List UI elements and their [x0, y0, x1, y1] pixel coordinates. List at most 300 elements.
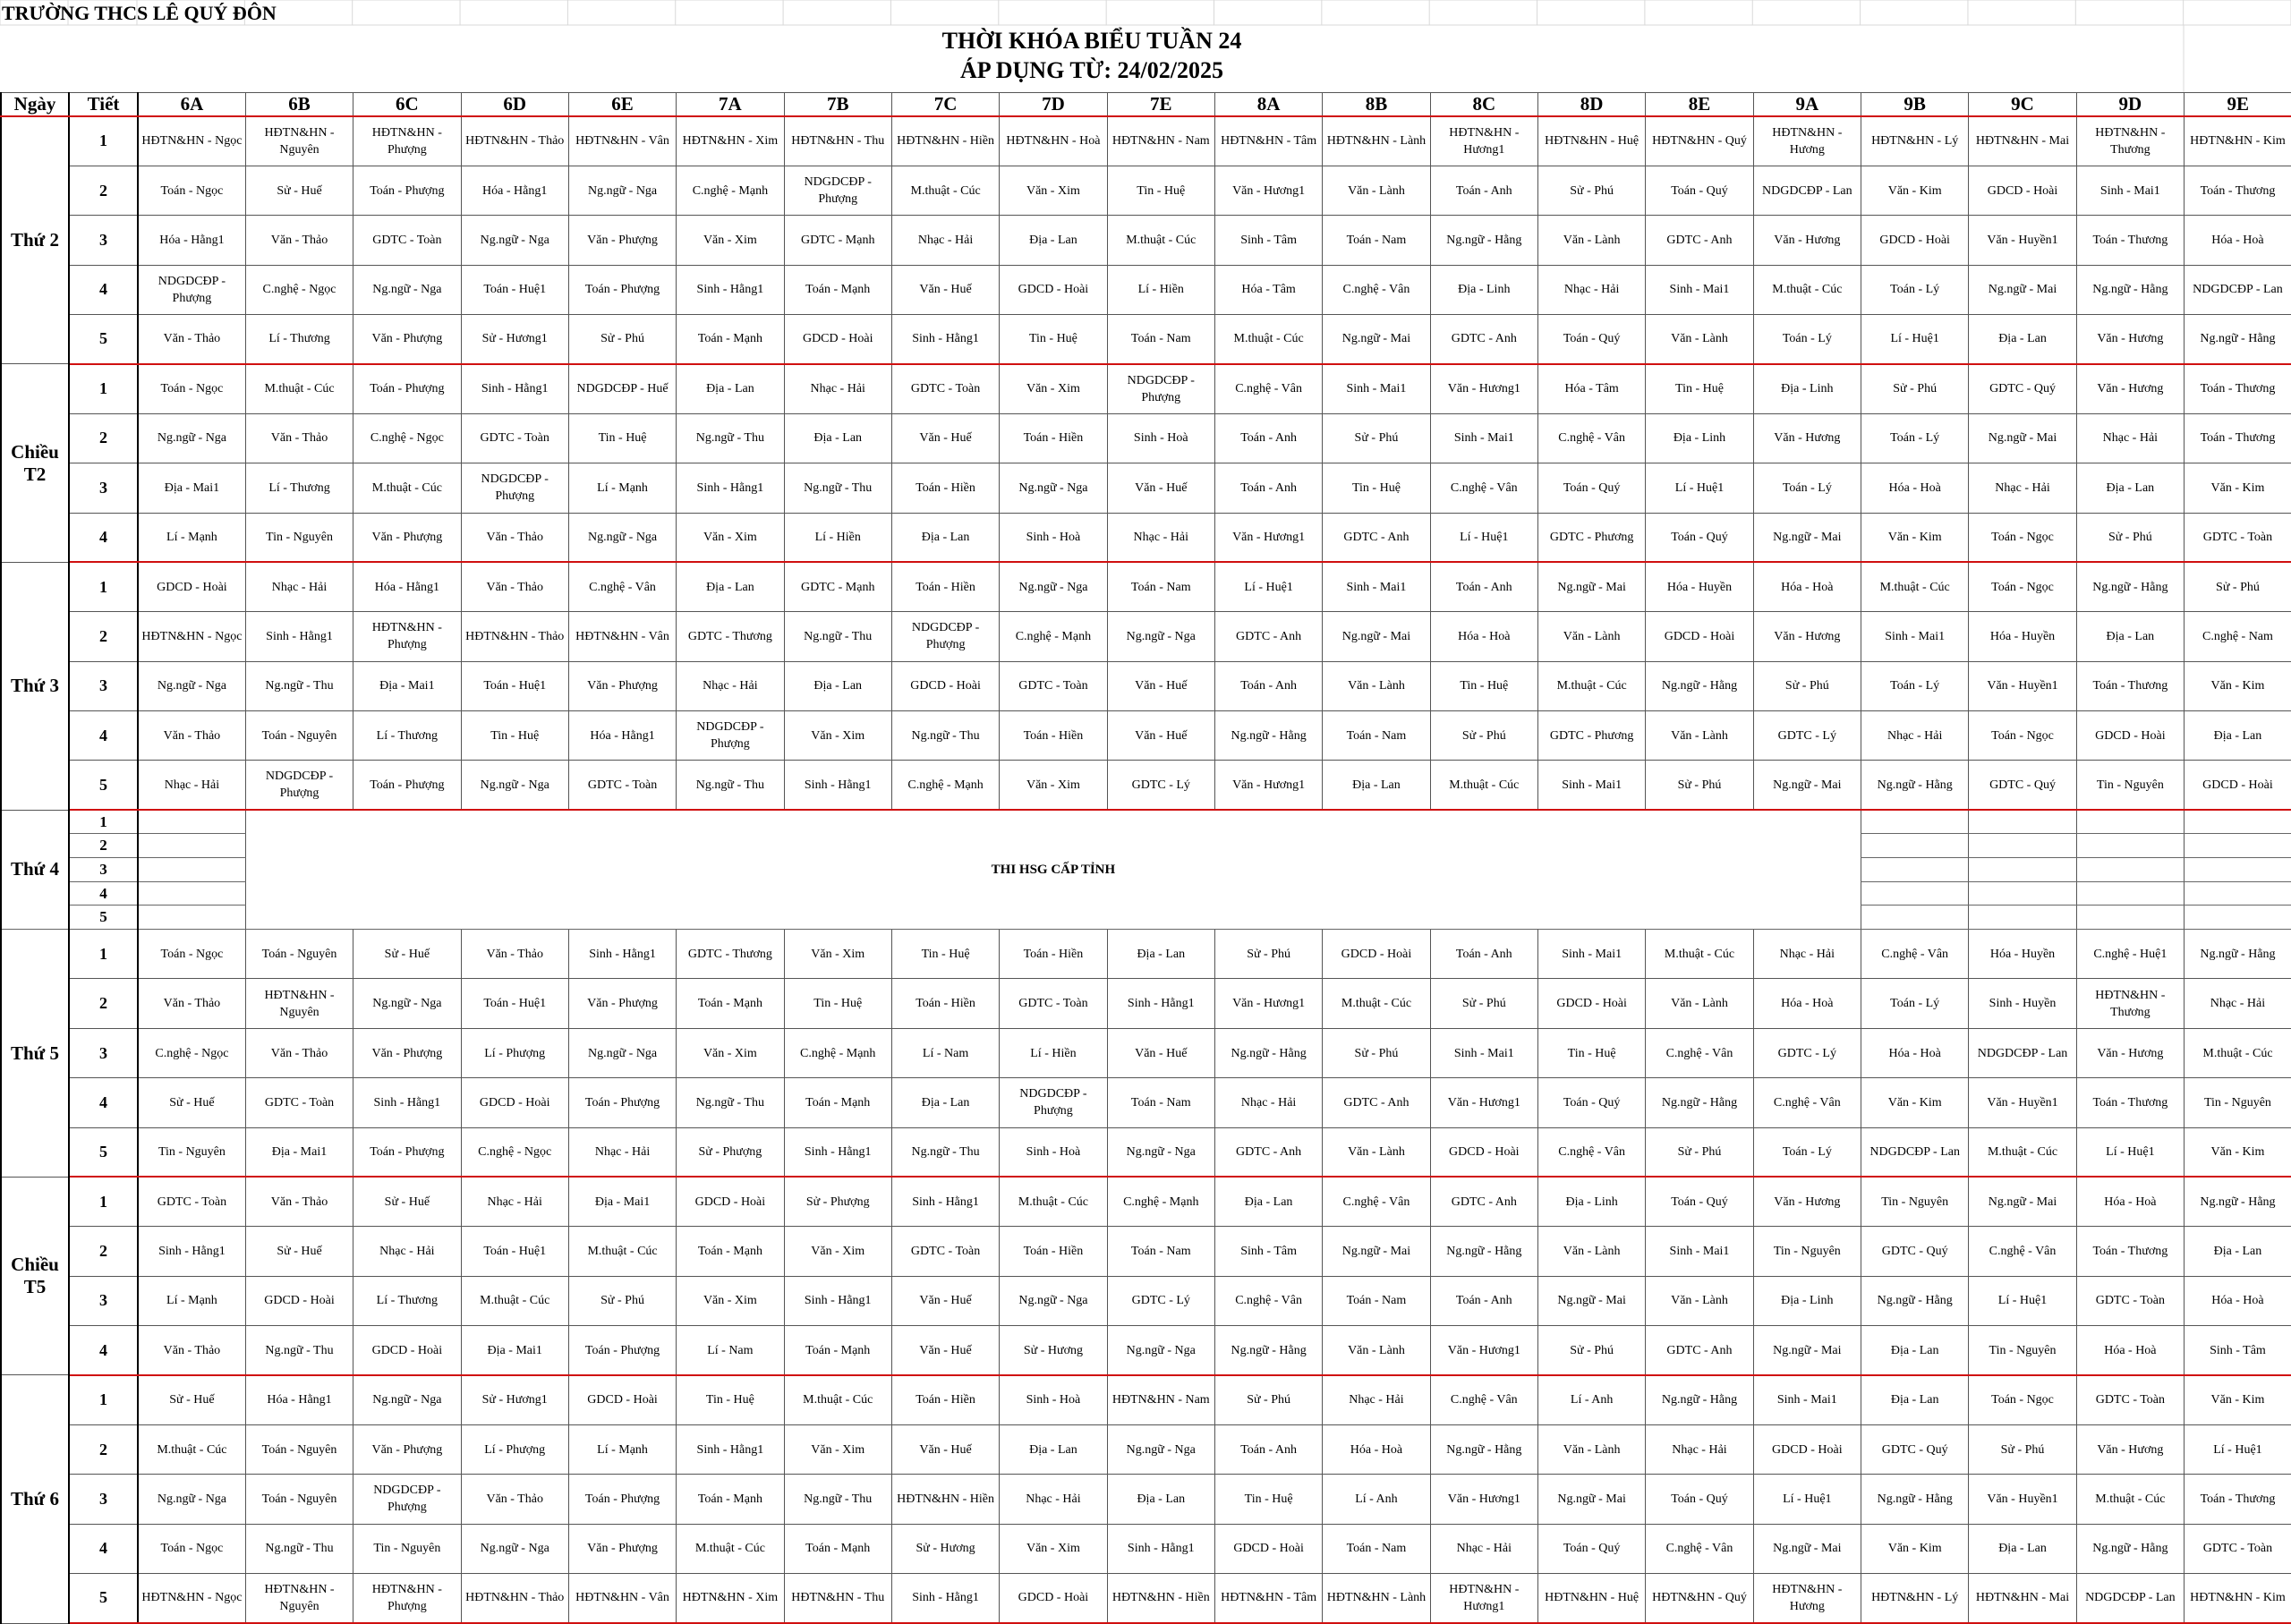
lesson-cell: Văn - Thảo	[461, 513, 568, 562]
lesson-cell: Văn - Xim	[1000, 166, 1107, 215]
lesson-cell: Văn - Huyền1	[1969, 1078, 2076, 1127]
lesson-cell: Lí - Hiền	[1000, 1028, 1107, 1077]
lesson-cell: Toán - Phượng	[568, 1078, 676, 1127]
lesson-cell: Sinh - Mai1	[1537, 930, 1645, 979]
period-number: 2	[69, 612, 138, 661]
lesson-cell: Nhạc - Hải	[677, 661, 784, 710]
period-number: 4	[69, 881, 138, 906]
period-number: 2	[69, 1424, 138, 1474]
empty-cell	[2185, 858, 2291, 882]
lesson-cell: Địa - Mai1	[245, 1127, 353, 1177]
day-label: Thứ 3	[1, 562, 69, 810]
lesson-cell: Nhạc - Hải	[1753, 930, 1861, 979]
day-label: Thứ 5	[1, 930, 69, 1178]
lesson-cell: C.nghệ - Ngọc	[461, 1127, 568, 1177]
lesson-cell: Lí - Huệ1	[1969, 1276, 2076, 1325]
lesson-cell: Hóa - Hoà	[2076, 1326, 2184, 1375]
lesson-cell: Toán - Phượng	[353, 761, 461, 810]
lesson-cell: Văn - Phượng	[568, 979, 676, 1028]
lesson-cell: GDTC - Lý	[1753, 711, 1861, 761]
lesson-cell: Toán - Thương	[2076, 1078, 2184, 1127]
lesson-cell: Lí - Anh	[1537, 1375, 1645, 1424]
lesson-cell: Sinh - Mai1	[1753, 1375, 1861, 1424]
lesson-cell: Địa - Mai1	[461, 1326, 568, 1375]
empty-cell	[1861, 881, 1969, 906]
lesson-cell: Sinh - Mai1	[1646, 1227, 1753, 1276]
lesson-cell: C.nghệ - Vân	[1323, 1177, 1430, 1226]
table-row	[1, 979, 2291, 1028]
lesson-cell: C.nghệ - Mạnh	[1000, 612, 1107, 661]
lesson-cell: GDTC - Toàn	[2076, 1375, 2184, 1424]
lesson-cell: Lí - Huệ1	[2076, 1127, 2184, 1177]
header-class: 6B	[245, 93, 353, 117]
lesson-cell: Địa - Linh	[1430, 265, 1537, 314]
lesson-cell: Văn - Lành	[1323, 1326, 1430, 1375]
period-number: 4	[69, 1326, 138, 1375]
lesson-cell: Toán - Quý	[1646, 1177, 1753, 1226]
lesson-cell: Lí - Anh	[1323, 1475, 1430, 1524]
lesson-cell: Ng.ngữ - Mai	[1753, 761, 1861, 810]
lesson-cell: Tin - Huệ	[461, 711, 568, 761]
lesson-cell: Sinh - Hằng1	[245, 612, 353, 661]
lesson-cell: Văn - Lành	[1323, 1127, 1430, 1177]
lesson-cell: C.nghệ - Vân	[568, 562, 676, 611]
lesson-cell: Văn - Lành	[1537, 1227, 1645, 1276]
table-row	[1, 463, 2291, 513]
period-number: 2	[69, 979, 138, 1028]
lesson-cell: GDTC - Anh	[1430, 1177, 1537, 1226]
table-row	[1, 364, 2291, 413]
lesson-cell: Toán - Nam	[1107, 1078, 1214, 1127]
lesson-cell: GDCD - Hoài	[461, 1078, 568, 1127]
lesson-cell: HĐTN&HN - Ngọc	[138, 612, 245, 661]
exam-notice: THI HSG CẤP TỈNH	[245, 810, 1861, 929]
empty-cell	[138, 906, 245, 930]
lesson-cell: Ng.ngữ - Thu	[677, 761, 784, 810]
lesson-cell: HĐTN&HN - Nam	[1107, 116, 1214, 166]
lesson-cell: Văn - Phượng	[568, 216, 676, 265]
lesson-cell: Văn - Thảo	[138, 315, 245, 364]
period-number: 1	[69, 810, 138, 834]
lesson-cell: NDGDCĐP - Huế	[568, 364, 676, 413]
period-number: 2	[69, 1227, 138, 1276]
lesson-cell: Văn - Thảo	[245, 1028, 353, 1077]
lesson-cell: HĐTN&HN - Lành	[1323, 116, 1430, 166]
lesson-cell: Văn - Hương	[1753, 1177, 1861, 1226]
lesson-cell: M.thuật - Cúc	[784, 1375, 891, 1424]
lesson-cell: Địa - Mai1	[138, 463, 245, 513]
timetable	[0, 92, 2291, 1624]
lesson-cell: Tin - Huệ	[1107, 166, 1214, 215]
lesson-cell: Hóa - Tâm	[1537, 364, 1645, 413]
header-class: 8E	[1646, 93, 1753, 117]
lesson-cell: Sinh - Hoà	[1000, 513, 1107, 562]
empty-cell	[1969, 906, 2076, 930]
lesson-cell: M.thuật - Cúc	[2076, 1475, 2184, 1524]
period-number: 5	[69, 315, 138, 364]
lesson-cell: Văn - Xim	[784, 1227, 891, 1276]
lesson-cell: Nhạc - Hải	[2076, 413, 2184, 463]
lesson-cell: Sử - Hương	[891, 1524, 999, 1573]
lesson-cell: GDCD - Hoài	[353, 1326, 461, 1375]
lesson-cell: Địa - Lan	[891, 513, 999, 562]
lesson-cell: Sử - Phú	[1214, 930, 1322, 979]
lesson-cell: Tin - Nguyên	[1753, 1227, 1861, 1276]
table-row	[1, 1475, 2291, 1524]
lesson-cell: GDCD - Hoài	[1000, 1573, 1107, 1623]
table-row	[1, 1227, 2291, 1276]
header-class: 6D	[461, 93, 568, 117]
empty-cell	[138, 810, 245, 834]
table-row	[1, 1524, 2291, 1573]
lesson-cell: Văn - Huế	[1107, 1028, 1214, 1077]
lesson-cell: Ng.ngữ - Hằng	[1861, 1475, 1969, 1524]
table-row	[1, 513, 2291, 562]
day-label: Thứ 6	[1, 1375, 69, 1623]
table-row	[1, 1028, 2291, 1077]
lesson-cell: Toán - Anh	[1430, 1276, 1537, 1325]
lesson-cell: GDTC - Anh	[1646, 216, 1753, 265]
lesson-cell: Nhạc - Hải	[1969, 463, 2076, 513]
empty-cell	[1969, 881, 2076, 906]
lesson-cell: Toán - Nam	[1323, 216, 1430, 265]
lesson-cell: Sinh - Hoà	[1000, 1375, 1107, 1424]
period-number: 2	[69, 166, 138, 215]
lesson-cell: Ng.ngữ - Nga	[138, 661, 245, 710]
lesson-cell: Địa - Linh	[1753, 1276, 1861, 1325]
lesson-cell: Địa - Lan	[784, 661, 891, 710]
lesson-cell: HĐTN&HN - Hiền	[1107, 1573, 1214, 1623]
period-number: 1	[69, 364, 138, 413]
table-row	[1, 562, 2291, 611]
lesson-cell: Ng.ngữ - Hằng	[1214, 1028, 1322, 1077]
lesson-cell: Sử - Phú	[1214, 1375, 1322, 1424]
lesson-cell: Toán - Nam	[1323, 1524, 1430, 1573]
lesson-cell: GDTC - Toàn	[2185, 1524, 2291, 1573]
lesson-cell: C.nghệ - Vân	[1646, 1524, 1753, 1573]
header-class: 9B	[1861, 93, 1969, 117]
lesson-cell: Ng.ngữ - Nga	[1000, 463, 1107, 513]
lesson-cell: HĐTN&HN - Vân	[568, 612, 676, 661]
header-class: 8C	[1430, 93, 1537, 117]
table-row	[1, 116, 2291, 166]
header-class: 8B	[1323, 93, 1430, 117]
lesson-cell: Văn - Thảo	[138, 711, 245, 761]
lesson-cell: Sinh - Mai1	[2076, 166, 2184, 215]
lesson-cell: Văn - Phượng	[353, 315, 461, 364]
lesson-cell: Sinh - Mai1	[1430, 1028, 1537, 1077]
lesson-cell: Văn - Thảo	[245, 413, 353, 463]
lesson-cell: Toán - Nam	[1323, 1276, 1430, 1325]
lesson-cell: Văn - Hương1	[1214, 979, 1322, 1028]
lesson-cell: Sử - Hương1	[461, 315, 568, 364]
lesson-cell: Văn - Hương	[2076, 315, 2184, 364]
header-class: 9D	[2076, 93, 2184, 117]
empty-cell	[2185, 881, 2291, 906]
lesson-cell: M.thuật - Cúc	[1430, 761, 1537, 810]
lesson-cell: Toán - Huệ1	[461, 1227, 568, 1276]
lesson-cell: GDCD - Hoài	[1537, 979, 1645, 1028]
empty-cell	[2076, 881, 2184, 906]
lesson-cell: Sinh - Hằng1	[784, 761, 891, 810]
lesson-cell: NDGDCĐP - Lan	[1753, 166, 1861, 215]
lesson-cell: Địa - Lan	[1861, 1375, 1969, 1424]
lesson-cell: Ng.ngữ - Thu	[891, 711, 999, 761]
lesson-cell: HĐTN&HN - Phượng	[353, 612, 461, 661]
empty-cell	[2076, 834, 2184, 858]
period-number: 4	[69, 265, 138, 314]
lesson-cell: Ng.ngữ - Nga	[461, 1524, 568, 1573]
period-number: 4	[69, 513, 138, 562]
lesson-cell: Nhạc - Hải	[1000, 1475, 1107, 1524]
lesson-cell: GDTC - Lý	[1107, 1276, 1214, 1325]
lesson-cell: Văn - Xim	[677, 216, 784, 265]
lesson-cell: Nhạc - Hải	[1107, 513, 1214, 562]
lesson-cell: HĐTN&HN - Hoà	[1000, 116, 1107, 166]
lesson-cell: Toán - Mạnh	[677, 1475, 784, 1524]
lesson-cell: Văn - Hương	[2076, 1424, 2184, 1474]
lesson-cell: M.thuật - Cúc	[2185, 1028, 2291, 1077]
lesson-cell: NDGDCĐP - Lan	[2185, 265, 2291, 314]
lesson-cell: Sử - Phú	[1323, 413, 1430, 463]
period-number: 4	[69, 1078, 138, 1127]
lesson-cell: HĐTN&HN - Mai	[1969, 1573, 2076, 1623]
lesson-cell: Toán - Hiền	[1000, 1227, 1107, 1276]
lesson-cell: Sinh - Hằng1	[677, 265, 784, 314]
lesson-cell: Toán - Ngọc	[138, 364, 245, 413]
lesson-cell: Ng.ngữ - Hằng	[1646, 1078, 1753, 1127]
lesson-cell: Lí - Huệ1	[1753, 1475, 1861, 1524]
table-row	[1, 1375, 2291, 1424]
empty-cell	[1969, 858, 2076, 882]
lesson-cell: Ng.ngữ - Hằng	[2185, 315, 2291, 364]
lesson-cell: Sinh - Mai1	[1323, 562, 1430, 611]
lesson-cell: Sinh - Hằng1	[784, 1276, 891, 1325]
lesson-cell: Ng.ngữ - Nga	[353, 979, 461, 1028]
lesson-cell: Ng.ngữ - Nga	[138, 413, 245, 463]
lesson-cell: GDTC - Phương	[1537, 711, 1645, 761]
lesson-cell: Toán - Quý	[1537, 1524, 1645, 1573]
lesson-cell: HĐTN&HN - Nguyên	[245, 979, 353, 1028]
lesson-cell: Địa - Lan	[2185, 1227, 2291, 1276]
lesson-cell: Địa - Lan	[1107, 1475, 1214, 1524]
lesson-cell: Ng.ngữ - Mai	[1323, 1227, 1430, 1276]
lesson-cell: GDTC - Lý	[1753, 1028, 1861, 1077]
lesson-cell: Tin - Huệ	[568, 413, 676, 463]
lesson-cell: Sử - Hương	[1000, 1326, 1107, 1375]
lesson-cell: Toán - Quý	[1537, 463, 1645, 513]
lesson-cell: HĐTN&HN - Quý	[1646, 1573, 1753, 1623]
lesson-cell: Sinh - Hằng1	[891, 1573, 999, 1623]
lesson-cell: Nhạc - Hải	[138, 761, 245, 810]
lesson-cell: Ng.ngữ - Mai	[1323, 612, 1430, 661]
header-day: Ngày	[1, 93, 69, 117]
lesson-cell: Ng.ngữ - Nga	[568, 513, 676, 562]
table-row	[1, 1276, 2291, 1325]
lesson-cell: Sử - Phú	[1537, 166, 1645, 215]
lesson-cell: Toán - Thương	[2185, 1475, 2291, 1524]
lesson-cell: Sinh - Hằng1	[784, 1127, 891, 1177]
lesson-cell: Hóa - Huyền	[1646, 562, 1753, 611]
lesson-cell: Tin - Nguyên	[1861, 1177, 1969, 1226]
lesson-cell: HĐTN&HN - Xim	[677, 116, 784, 166]
lesson-cell: Sử - Huế	[138, 1078, 245, 1127]
lesson-cell: Văn - Kim	[2185, 1127, 2291, 1177]
lesson-cell: Văn - Lành	[1537, 1424, 1645, 1474]
lesson-cell: Văn - Hương1	[1430, 364, 1537, 413]
effective-date: ÁP DỤNG TỪ: 24/02/2025	[960, 57, 1223, 83]
lesson-cell: Toán - Mạnh	[677, 315, 784, 364]
lesson-cell: Nhạc - Hải	[1646, 1424, 1753, 1474]
lesson-cell: Ng.ngữ - Thu	[677, 413, 784, 463]
header-class: 9C	[1969, 93, 2076, 117]
lesson-cell: Ng.ngữ - Mai	[1753, 1524, 1861, 1573]
lesson-cell: HĐTN&HN - Huệ	[1537, 116, 1645, 166]
table-row	[1, 315, 2291, 364]
lesson-cell: NDGDCĐP - Phượng	[677, 711, 784, 761]
lesson-cell: HĐTN&HN - Tâm	[1214, 1573, 1322, 1623]
lesson-cell: Nhạc - Hải	[568, 1127, 676, 1177]
lesson-cell: NDGDCĐP - Lan	[2076, 1573, 2184, 1623]
lesson-cell: GDTC - Toàn	[568, 761, 676, 810]
lesson-cell: GDTC - Mạnh	[784, 216, 891, 265]
lesson-cell: Toán - Nam	[1323, 711, 1430, 761]
lesson-cell: Lí - Phượng	[461, 1028, 568, 1077]
lesson-cell: Văn - Hương1	[1430, 1475, 1537, 1524]
lesson-cell: Toán - Anh	[1214, 661, 1322, 710]
lesson-cell: Lí - Huệ1	[1861, 315, 1969, 364]
day-label: Thứ 2	[1, 116, 69, 364]
header-class: 9E	[2185, 93, 2291, 117]
lesson-cell: GDTC - Quý	[1969, 761, 2076, 810]
lesson-cell: NDGDCĐP - Phượng	[891, 612, 999, 661]
lesson-cell: Văn - Xim	[1000, 761, 1107, 810]
lesson-cell: Lí - Hiền	[1107, 265, 1214, 314]
lesson-cell: Ng.ngữ - Mai	[1323, 315, 1430, 364]
lesson-cell: Tin - Huệ	[1646, 364, 1753, 413]
lesson-cell: HĐTN&HN - Phượng	[353, 1573, 461, 1623]
empty-cell	[138, 881, 245, 906]
lesson-cell: Văn - Hương1	[1430, 1078, 1537, 1127]
lesson-cell: Văn - Xim	[677, 513, 784, 562]
lesson-cell: Ng.ngữ - Hằng	[1430, 1227, 1537, 1276]
lesson-cell: GDCD - Hoài	[245, 1276, 353, 1325]
lesson-cell: NDGDCĐP - Phượng	[1000, 1078, 1107, 1127]
table-row	[1, 761, 2291, 810]
lesson-cell: HĐTN&HN - Quý	[1646, 116, 1753, 166]
lesson-cell: Ng.ngữ - Mai	[1753, 513, 1861, 562]
lesson-cell: Hóa - Hoà	[2185, 1276, 2291, 1325]
lesson-cell: HĐTN&HN - Ngọc	[138, 116, 245, 166]
lesson-cell: Ng.ngữ - Nga	[138, 1475, 245, 1524]
lesson-cell: C.nghệ - Mạnh	[1107, 1177, 1214, 1226]
lesson-cell: Ng.ngữ - Hằng	[1646, 1375, 1753, 1424]
lesson-cell: Toán - Hiền	[1000, 711, 1107, 761]
lesson-cell: Ng.ngữ - Hằng	[1861, 1276, 1969, 1325]
lesson-cell: Toán - Huệ1	[461, 979, 568, 1028]
lesson-cell: HĐTN&HN - Tâm	[1214, 116, 1322, 166]
period-number: 3	[69, 858, 138, 882]
lesson-cell: HĐTN&HN - Huệ	[1537, 1573, 1645, 1623]
lesson-cell: Ng.ngữ - Mai	[1969, 1177, 2076, 1226]
lesson-cell: GDCD - Hoài	[2076, 711, 2184, 761]
lesson-cell: Địa - Linh	[1537, 1177, 1645, 1226]
lesson-cell: Tin - Huệ	[784, 979, 891, 1028]
lesson-cell: Sử - Huế	[245, 1227, 353, 1276]
lesson-cell: GDTC - Lý	[1107, 761, 1214, 810]
lesson-cell: Hóa - Huyền	[1969, 612, 2076, 661]
lesson-cell: Văn - Phượng	[353, 1028, 461, 1077]
header-class: 7E	[1107, 93, 1214, 117]
lesson-cell: Văn - Huế	[1107, 711, 1214, 761]
lesson-cell: Địa - Mai1	[353, 661, 461, 710]
lesson-cell: C.nghệ - Ngọc	[245, 265, 353, 314]
lesson-cell: Toán - Mạnh	[784, 1326, 891, 1375]
lesson-cell: Lí - Huệ1	[1646, 463, 1753, 513]
lesson-cell: HĐTN&HN - Thảo	[461, 1573, 568, 1623]
lesson-cell: Ng.ngữ - Hằng	[2076, 1524, 2184, 1573]
lesson-cell: Toán - Nguyên	[245, 930, 353, 979]
lesson-cell: Sử - Phượng	[784, 1177, 891, 1226]
lesson-cell: Toán - Nam	[1107, 315, 1214, 364]
lesson-cell: Toán - Lý	[1861, 265, 1969, 314]
empty-cell	[1969, 810, 2076, 834]
lesson-cell: HĐTN&HN - Hương1	[1430, 116, 1537, 166]
lesson-cell: Ng.ngữ - Hằng	[1214, 711, 1322, 761]
lesson-cell: Tin - Nguyên	[1969, 1326, 2076, 1375]
lesson-cell: HĐTN&HN - Hương1	[1430, 1573, 1537, 1623]
period-number: 4	[69, 711, 138, 761]
lesson-cell: Văn - Kim	[1861, 1078, 1969, 1127]
lesson-cell: Ng.ngữ - Mai	[1537, 562, 1645, 611]
lesson-cell: Văn - Xim	[677, 1028, 784, 1077]
lesson-cell: Tin - Huệ	[1214, 1475, 1322, 1524]
lesson-cell: Toán - Anh	[1430, 930, 1537, 979]
header-class: 6E	[568, 93, 676, 117]
lesson-cell: Văn - Hương	[1753, 413, 1861, 463]
lesson-cell: Toán - Hiền	[1000, 413, 1107, 463]
lesson-cell: Toán - Mạnh	[784, 265, 891, 314]
lesson-cell: GDTC - Thương	[677, 612, 784, 661]
lesson-cell: Lí - Huệ1	[1430, 513, 1537, 562]
lesson-cell: GDTC - Toàn	[138, 1177, 245, 1226]
lesson-cell: NDGDCĐP - Phượng	[784, 166, 891, 215]
lesson-cell: M.thuật - Cúc	[1861, 562, 1969, 611]
lesson-cell: Hóa - Hằng1	[568, 711, 676, 761]
lesson-cell: Toán - Anh	[1430, 562, 1537, 611]
period-number: 5	[69, 1573, 138, 1623]
lesson-cell: Văn - Thảo	[138, 979, 245, 1028]
lesson-cell: Lí - Mạnh	[138, 513, 245, 562]
lesson-cell: Văn - Kim	[1861, 513, 1969, 562]
lesson-cell: Địa - Lan	[1000, 1424, 1107, 1474]
lesson-cell: Văn - Thảo	[245, 216, 353, 265]
lesson-cell: Toán - Nguyên	[245, 1475, 353, 1524]
lesson-cell: NDGDCĐP - Phượng	[138, 265, 245, 314]
lesson-cell: Nhạc - Hải	[461, 1177, 568, 1226]
lesson-cell: M.thuật - Cúc	[353, 463, 461, 513]
lesson-cell: GDTC - Anh	[1430, 315, 1537, 364]
period-number: 1	[69, 1177, 138, 1226]
lesson-cell: Sử - Phú	[1861, 364, 1969, 413]
header-class: 6C	[353, 93, 461, 117]
lesson-cell: GDTC - Anh	[1323, 1078, 1430, 1127]
lesson-cell: NDGDCĐP - Phượng	[245, 761, 353, 810]
lesson-cell: Văn - Kim	[2185, 463, 2291, 513]
lesson-cell: Văn - Lành	[1323, 661, 1430, 710]
lesson-cell: C.nghệ - Vân	[1537, 1127, 1645, 1177]
table-row	[1, 711, 2291, 761]
